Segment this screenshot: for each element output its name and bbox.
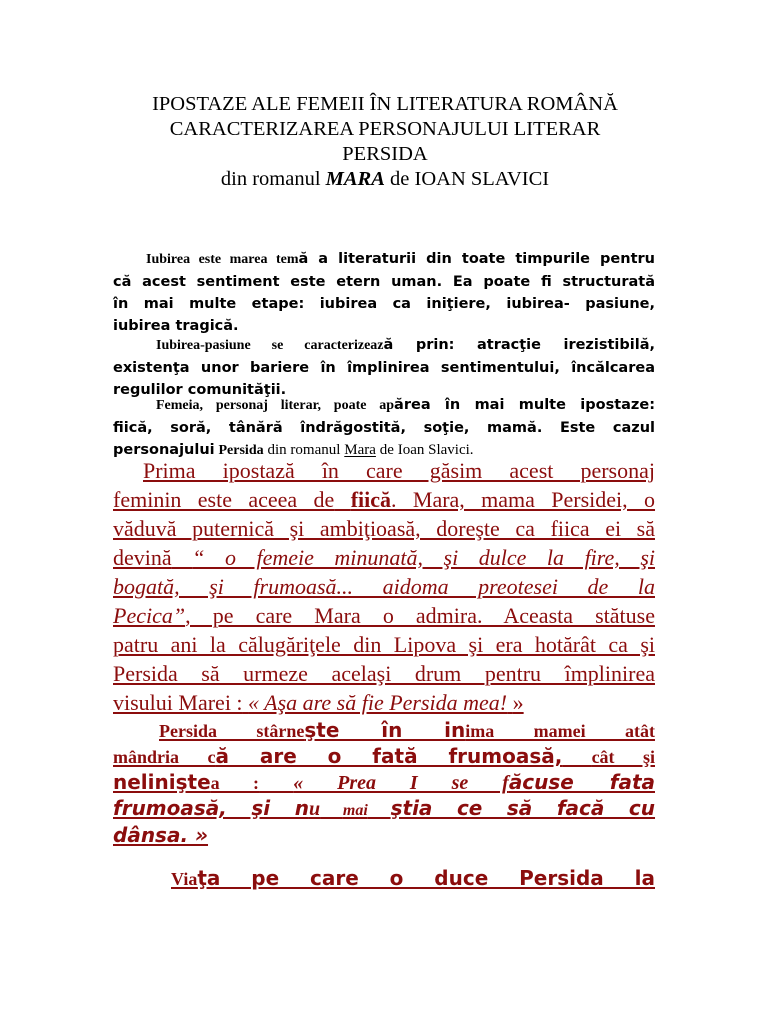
body-line: Viaţa pe care o duce Persida la [171,866,655,890]
intro-paragraph-1 [113,248,655,337]
intro-line: personajului Persida din romanul Mara de Ioan Slavici. [113,442,474,458]
body-line: frumoasă, şi nu mai ştia ce să facă cu [113,796,656,820]
body-line: Persida stârneşte în inima mamei atât [159,718,655,742]
body-line: feminin este aceea de fiică. Mara, mama Persidei, o [113,487,656,512]
title-line-4 [90,167,680,192]
intro-line: iubirea tragică. [113,318,239,334]
body-line: dânsa. » [113,823,209,847]
section-fiica [113,456,655,717]
intro-line: Iubirea este marea temă a literaturii din toate timpurile pentru [146,251,655,267]
intro-line: că acest sentiment este etern uman. Ea poate fi structurată [113,274,655,290]
intro-line: existenţa unor bariere în împlinirea sentimentului, încălcarea [113,360,655,376]
title-suffix: de IOAN SLAVICI [390,168,550,190]
intro-paragraph-3 [113,394,655,462]
title-line-2: CARACTERIZAREA PERSONAJULUI LITERAR [169,118,601,140]
section-mandria [113,718,655,848]
intro-line: fiică, soră, tânără îndrăgostită, soţie, mamă. Este cazul [113,420,655,436]
title-prefix: din romanul [220,168,321,190]
title-novel: MARA [325,168,385,190]
body-line: mândria că are o fată frumoasă, cât şi [113,744,655,768]
intro-line: Iubirea-pasiune se caracterizează prin: atracţie irezistibilă, [156,337,655,353]
body-line: văduvă puternică şi ambiţioasă, doreşte ca fiica ei să [113,516,655,541]
section-viata [113,866,655,892]
title-line-3: PERSIDA [342,143,428,165]
body-line: bogată, şi frumoasă... aidoma preotesei de la [113,574,655,599]
body-line: patru ani la călugăriţele din Lipova şi era hotărât ca şi [113,632,655,657]
body-line: devină “ o femeie minunată, şi dulce la fire, şi [113,545,655,570]
body-line: visului Marei : « Aşa are să fie Persida mea! » [113,690,524,715]
body-line: Prima ipostază în care găsim acest personaj [143,458,655,483]
intro-line: regulilor comunităţii. [113,382,287,398]
document-title [90,92,680,192]
intro-line: în mai multe etape: iubirea ca iniţiere, iubirea- pasiune, [113,296,655,312]
body-line: neliniştea : « Prea I se făcuse fata [113,770,655,794]
body-line: Persida să urmeze acelaşi drum pentru împlinirea [113,661,655,686]
intro-paragraph-2 [113,334,655,401]
intro-line: Femeia, personaj literar, poate apărea în mai multe ipostaze: [156,397,655,413]
body-line: Pecica”, pe care Mara o admira. Aceasta stătuse [113,603,655,628]
title-line-1: IPOSTAZE ALE FEMEII ÎN LITERATURA ROMÂNĂ [152,93,618,115]
